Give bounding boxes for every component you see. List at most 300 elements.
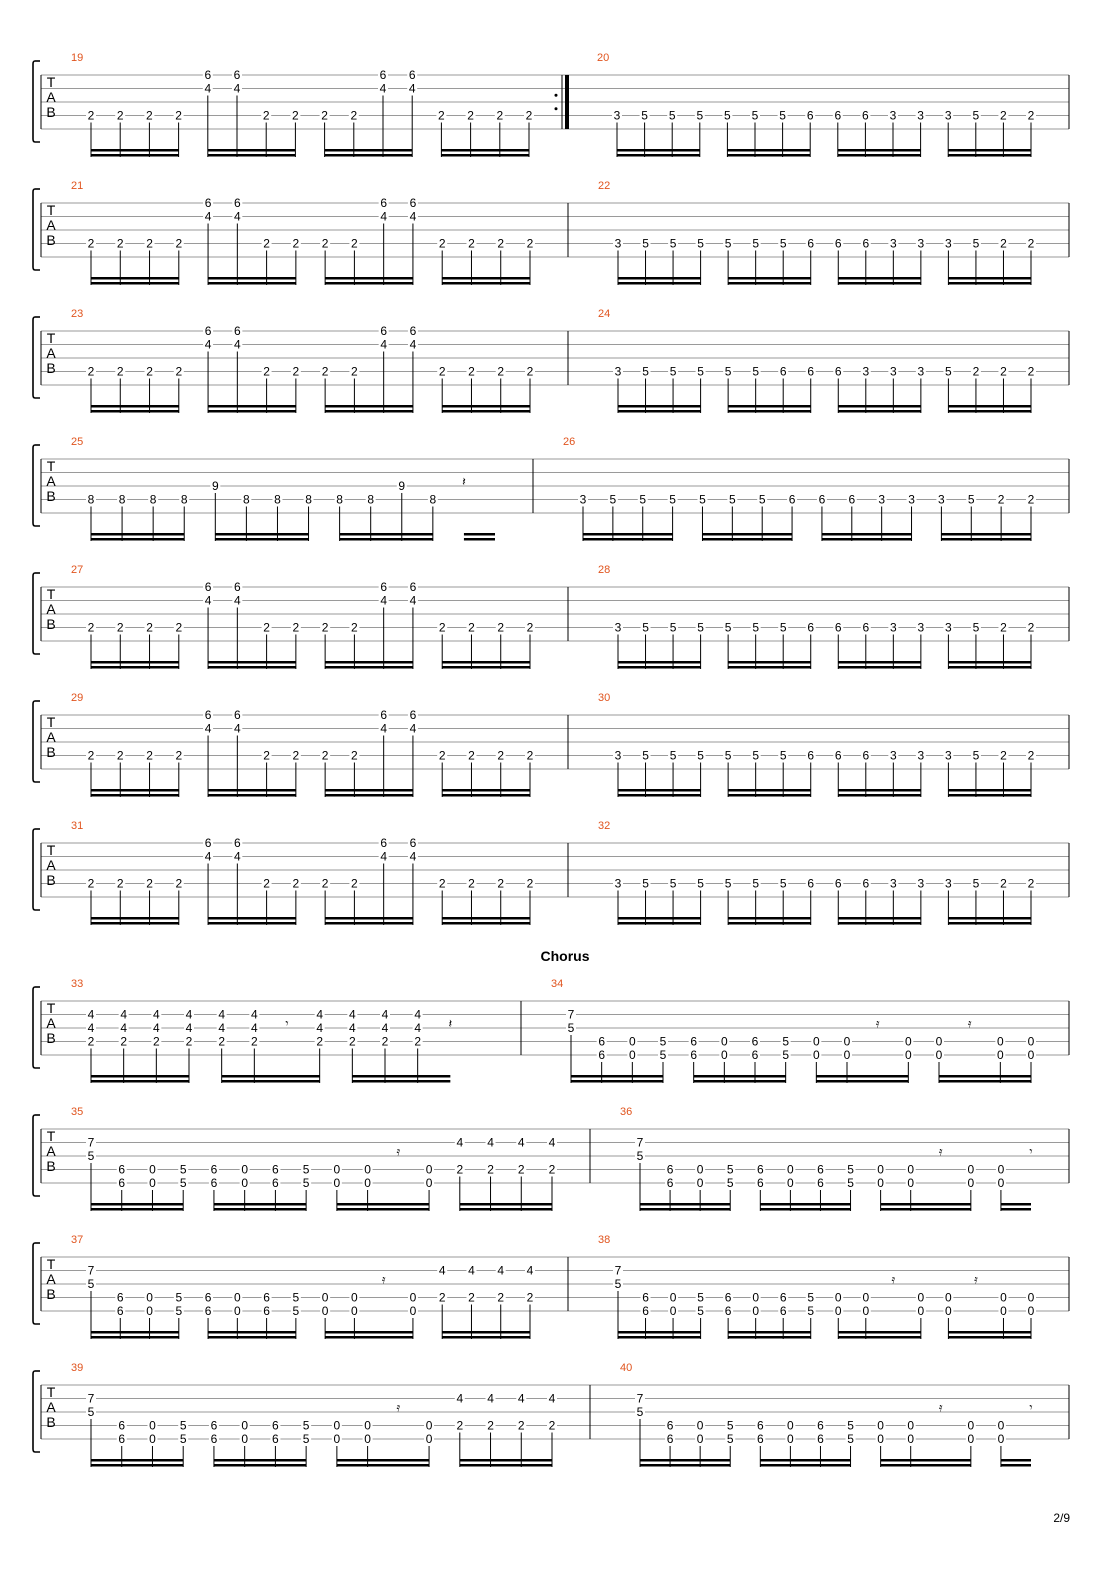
beam [838,666,921,669]
fret-number: 0 [1027,1290,1035,1305]
tab-clef-letter: A [46,857,56,873]
fret-number: 5 [669,876,677,891]
beam [442,789,530,792]
fret-number: 4 [379,81,387,96]
fret-number: 0 [241,1418,249,1433]
beam [838,917,921,920]
fret-number: 0 [877,1432,884,1446]
fret-number: 4 [233,209,241,224]
fret-number: 2 [146,364,153,379]
measure-number: 30 [598,692,611,704]
fret-number: 6 [807,620,815,635]
measure-number: 29 [71,692,84,704]
tab-clef-letter: B [46,488,56,504]
fret-number: 0 [787,1432,794,1446]
beam [208,794,296,797]
fret-number: 4 [233,81,241,96]
beam [337,1203,429,1206]
fret-number: 2 [1000,876,1007,891]
beam [91,1203,183,1206]
fret-number: 5 [696,108,704,123]
measure-number: 22 [598,180,611,192]
fret-number: 0 [997,1418,1005,1433]
fret-number: 5 [726,1432,734,1446]
tab-clef-letter: T [46,74,56,90]
beam [881,1203,971,1206]
fret-number: 2 [263,236,270,251]
tab-clef-letter: B [46,232,56,248]
beam [728,661,811,664]
fret-number: 6 [210,1162,218,1177]
beam [442,917,530,920]
fret-number: 2 [497,876,505,891]
fret-number: 0 [904,1048,912,1062]
fret-number: 5 [642,620,649,635]
fret-number: 3 [862,364,870,379]
fret-number: 2 [351,364,358,379]
fret-number: 2 [218,1034,226,1049]
fret-number: 0 [333,1176,341,1190]
fret-number: 0 [843,1048,851,1062]
beam [941,538,1031,541]
fret-number: 8 [87,492,95,507]
fret-number: 2 [526,620,534,635]
beam [948,1336,1031,1339]
fret-number: 4 [87,1007,95,1022]
fret-number: 6 [806,108,814,123]
beam [1001,1203,1031,1206]
fret-number: 5 [724,620,732,635]
fret-number: 2 [1000,108,1007,123]
fret-number: 6 [233,196,241,210]
beam [640,1464,730,1467]
fret-number: 5 [726,1162,734,1177]
fret-number: 5 [642,364,649,379]
tab-clef-letter: B [46,104,56,120]
beam [91,917,179,920]
measure-number: 40 [620,1362,633,1374]
fret-number: 5 [779,748,787,763]
fret-number: 0 [907,1432,915,1446]
beam [838,922,921,925]
fret-number: 0 [1027,1034,1035,1049]
beam [91,1464,183,1467]
fret-number: 0 [149,1176,156,1190]
fret-number: 0 [628,1048,636,1062]
beam [618,917,701,920]
beam [728,282,811,285]
fret-number: 6 [751,1048,759,1062]
beam [91,1208,183,1211]
fret-number: 2 [438,364,446,379]
beam [460,1203,552,1206]
fret-number: 2 [185,1034,193,1049]
beam [760,1208,850,1211]
fret-number: 2 [152,1034,160,1049]
fret-number: 5 [752,620,760,635]
beam [325,1336,413,1339]
fret-number: 2 [1000,236,1007,251]
fret-number: 5 [292,1304,300,1318]
fret-number: 3 [878,492,886,507]
beam [91,410,179,413]
beam [618,794,701,797]
beam [948,922,1031,925]
fret-number: 6 [598,1048,606,1062]
beam [838,794,921,797]
beam [618,661,701,664]
beam [948,789,1031,792]
beam [91,922,179,925]
fret-number: 6 [204,196,212,210]
fret-number: 4 [250,1007,258,1022]
beam [760,1459,850,1462]
beam [941,533,1031,536]
beam [442,922,530,925]
fret-number: 7 [87,1135,95,1150]
fret-number: 6 [204,1290,212,1305]
tab-clef-letter: A [46,601,56,617]
fret-number: 5 [972,876,980,891]
fret-number: 0 [996,1048,1004,1062]
beam [728,789,811,792]
fret-number: 2 [175,108,182,123]
beam [728,666,811,669]
beam [91,277,179,280]
fret-number: 5 [87,1277,95,1291]
fret-number: 6 [666,1418,674,1433]
rest-eighth: 𝄾 [285,1016,289,1031]
fret-number: 4 [185,1021,193,1035]
tab-clef-letter: T [46,1256,56,1272]
fret-number: 2 [456,1162,464,1177]
tab-clef-letter: T [46,842,56,858]
beam [728,405,811,408]
fret-number: 0 [720,1048,728,1062]
tab-clef-letter: A [46,345,56,361]
fret-number: 0 [996,1034,1004,1049]
fret-number: 8 [429,492,437,507]
beam [640,1203,730,1206]
beam [442,277,530,280]
fret-number: 2 [456,1418,464,1433]
beam [728,794,811,797]
fret-number: 6 [751,1034,759,1049]
fret-number: 2 [497,620,505,635]
fret-number: 4 [409,849,417,864]
fret-number: 2 [468,620,475,635]
fret-number: 0 [834,1304,842,1318]
fret-number: 2 [292,108,299,123]
fret-number: 6 [817,1162,824,1177]
fret-number: 0 [364,1432,371,1446]
fret-number: 0 [917,1304,925,1318]
tab-clef-letter: B [46,1158,56,1174]
fret-number: 6 [380,196,388,210]
tab-clef-letter: T [46,1128,56,1144]
section-label: Chorus [540,948,590,964]
repeat-dot [555,107,558,110]
fret-number: 3 [945,236,952,251]
tab-system [33,1106,1069,1211]
beam [838,277,921,280]
fret-number: 2 [292,236,300,251]
fret-number: 3 [917,108,924,123]
beam [442,410,530,413]
rest-sixteenth: 𝄿 [938,1144,943,1159]
fret-number: 2 [438,108,445,123]
fret-number: 2 [351,876,358,891]
fret-number: 6 [834,236,842,251]
fret-number: 5 [847,1162,854,1177]
fret-number: 2 [175,364,183,379]
beam [91,405,179,408]
measure-number: 32 [598,820,611,832]
beam [838,1336,921,1339]
fret-number: 6 [204,1304,212,1318]
beam [948,282,1031,285]
fret-number: 6 [233,580,241,594]
fret-number: 2 [116,236,124,251]
rest-sixteenth: 𝄿 [396,1144,401,1159]
beam [340,538,433,541]
fret-number: 0 [1027,1304,1035,1318]
beam [215,538,308,541]
beam [822,538,912,541]
fret-number: 2 [468,236,475,251]
fret-number: 5 [697,876,704,891]
fret-number: 0 [997,1162,1005,1177]
fret-number: 0 [696,1432,704,1446]
system-bracket [33,1371,40,1452]
fret-number: 5 [847,1418,854,1433]
fret-number: 5 [807,1304,815,1318]
beam [838,154,921,157]
measure-number: 19 [71,52,84,64]
beam [694,1075,786,1078]
fret-number: 0 [146,1304,153,1318]
beam [838,789,921,792]
fret-number: 2 [381,1034,389,1049]
fret-number: 0 [669,1290,677,1305]
fret-number: 2 [146,748,153,763]
rest-sixteenth: 𝄿 [974,1272,978,1287]
beam [464,533,495,536]
tab-clef-letter: A [46,217,56,233]
measure-number: 21 [71,180,84,192]
fret-number: 0 [945,1290,952,1305]
tab-clef-letter: A [46,473,56,489]
fret-number: 0 [877,1176,884,1190]
fret-number: 0 [333,1418,341,1433]
fret-number: 6 [848,492,856,507]
fret-number: 0 [696,1162,704,1177]
rest-quarter: 𝄽 [448,1016,453,1031]
system-bracket [33,829,40,910]
fret-number: 0 [904,1034,912,1049]
fret-number: 0 [425,1176,433,1190]
fret-number: 0 [917,1290,925,1305]
beam [337,1208,429,1211]
fret-number: 0 [877,1162,884,1177]
fret-number: 0 [146,1290,153,1305]
beam [215,533,308,536]
fret-number: 4 [414,1007,422,1022]
fret-number: 0 [1027,1048,1035,1062]
beam [208,410,296,413]
beam [948,1331,1031,1334]
fret-number: 5 [779,876,787,891]
fret-number: 2 [497,236,505,251]
fret-number: 6 [408,68,416,82]
fret-number: 6 [116,1304,124,1318]
fret-number: 0 [149,1432,156,1446]
fret-number: 5 [669,620,677,635]
fret-number: 0 [967,1432,975,1446]
fret-number: 6 [272,1176,279,1190]
tab-clef-letter: T [46,458,56,474]
beam [728,922,811,925]
beam [325,922,413,925]
beam [617,149,700,152]
beam [838,149,921,152]
fret-number: 2 [87,364,95,379]
beam [91,533,184,536]
fret-number: 7 [636,1135,644,1150]
fret-number: 4 [218,1007,226,1022]
fret-number: 2 [87,748,95,763]
fret-number: 4 [468,1263,475,1278]
fret-number: 4 [204,209,212,224]
fret-number: 5 [728,492,736,507]
fret-number: 4 [233,849,241,864]
fret-number: 2 [116,620,124,635]
fret-number: 0 [425,1418,433,1433]
fret-number: 6 [204,580,212,594]
fret-number: 2 [1027,876,1035,891]
fret-number: 4 [381,1021,389,1035]
fret-number: 2 [1027,364,1035,379]
fret-number: 2 [292,748,300,763]
fret-number: 0 [628,1034,636,1049]
beam [948,410,1031,413]
fret-number: 2 [517,1418,525,1433]
fret-number: 2 [263,876,270,891]
fret-number: 6 [862,876,870,891]
beam [618,789,701,792]
fret-number: 3 [917,364,925,379]
measure-number: 24 [598,308,611,320]
repeat-dot [555,94,558,97]
fret-number: 2 [526,236,534,251]
fret-number: 6 [233,708,241,722]
beam [948,277,1031,280]
fret-number: 4 [348,1021,356,1035]
measure-number: 26 [563,436,576,448]
fret-number: 7 [636,1391,644,1406]
fret-number: 0 [843,1034,851,1049]
fret-number: 4 [120,1021,128,1035]
fret-number: 4 [380,337,388,352]
beam [325,277,413,280]
fret-number: 0 [787,1176,794,1190]
fret-number: 6 [666,1176,674,1190]
beam [948,917,1031,920]
fret-number: 3 [889,620,897,635]
beam [760,1464,850,1467]
beam [442,661,530,664]
beam [214,1203,306,1206]
fret-number: 5 [179,1418,187,1433]
fret-number: 5 [302,1162,310,1177]
fret-number: 5 [302,1176,310,1190]
fret-number: 5 [782,1048,790,1062]
page-number: 2/9 [1053,1511,1070,1525]
fret-number: 6 [642,1304,649,1318]
fret-number: 5 [659,1034,667,1049]
fret-number: 3 [908,492,915,507]
fret-number: 6 [263,1290,270,1305]
beam [640,1208,730,1211]
fret-number: 8 [274,492,281,507]
beam [91,154,179,157]
beam [702,538,792,541]
fret-number: 5 [972,748,980,763]
fret-number: 5 [668,108,676,123]
beam [325,405,413,408]
fret-number: 2 [87,236,95,251]
beam [208,661,296,664]
beam [442,794,530,797]
fret-number: 3 [917,236,925,251]
fret-number: 4 [316,1007,324,1022]
fret-number: 4 [380,721,388,736]
fret-number: 2 [438,748,446,763]
fret-number: 6 [116,1290,124,1305]
fret-number: 0 [364,1176,371,1190]
fret-number: 2 [116,876,124,891]
fret-number: 2 [467,108,474,123]
beam [939,1075,1031,1078]
fret-number: 0 [967,1176,975,1190]
fret-number: 2 [87,620,95,635]
fret-number: 2 [497,364,505,379]
fret-number: 2 [1000,748,1007,763]
measure-number: 23 [71,308,84,320]
beam [727,149,810,152]
beam [208,149,296,152]
beam [91,1336,179,1339]
fret-number: 5 [847,1176,854,1190]
fret-number: 6 [233,324,241,338]
fret-number: 3 [917,748,925,763]
beam [442,405,530,408]
fret-number: 0 [241,1176,249,1190]
rest-sixteenth: 𝄿 [891,1272,896,1287]
beam [618,1336,701,1339]
fret-number: 0 [241,1432,249,1446]
system-bracket [33,573,40,654]
fret-number: 6 [862,108,869,123]
beam [208,405,296,408]
system-bracket [33,61,40,142]
beam [340,533,433,536]
fret-number: 3 [917,620,925,635]
fret-number: 0 [787,1418,794,1433]
fret-number: 2 [517,1162,525,1177]
beam [91,1331,179,1334]
tab-clef-letter: A [46,1143,56,1159]
